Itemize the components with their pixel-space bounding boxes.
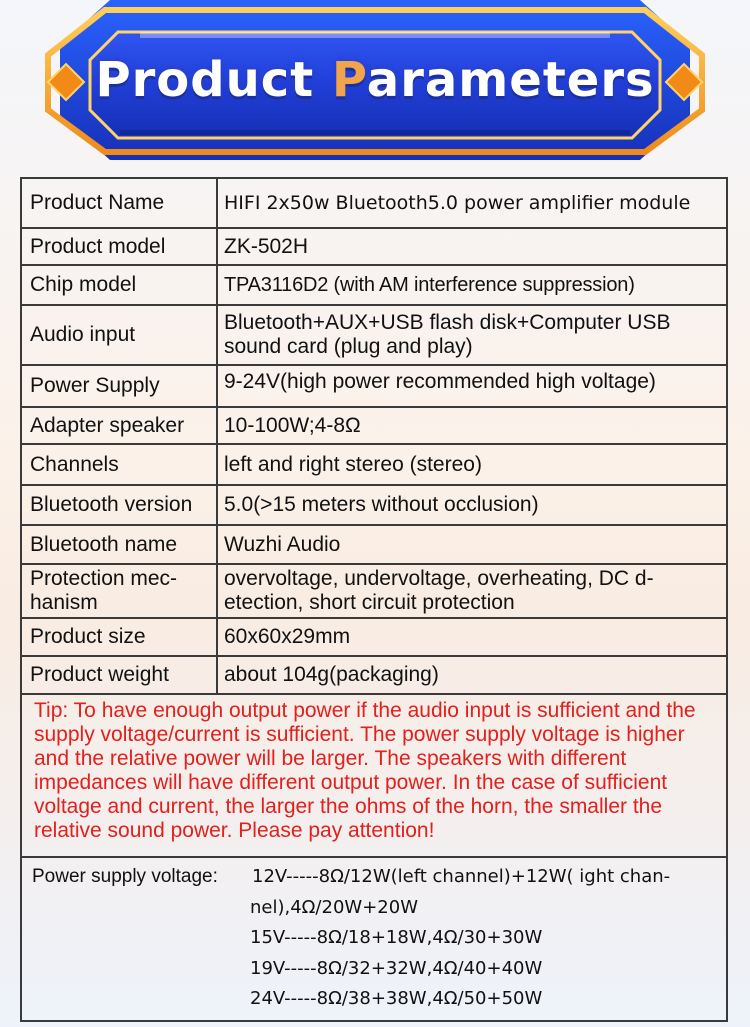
page-title: Product Parameters: [95, 52, 655, 108]
power-supply-voltage: [32, 862, 720, 1015]
spec-label: Protection mec-hanism: [21, 564, 217, 618]
spec-label: Product weight: [21, 656, 217, 694]
spec-value: 10-100W;4-8Ω: [217, 407, 727, 444]
spec-label: Adapter speaker: [21, 407, 217, 444]
spec-value: 9-24V(high power recommended high voltage): [217, 365, 727, 407]
spec-value: HIFI 2x50w Bluetooth5.0 power amplifier module: [217, 178, 727, 228]
spec-label: Product model: [21, 228, 217, 265]
spec-value: about 104g(packaging): [217, 656, 727, 694]
power-voltage-line: 15V-----8Ω/18+18W,4Ω/30+30W: [250, 927, 543, 948]
table-row: [21, 656, 727, 694]
table-row: [21, 444, 727, 485]
spec-value: Wuzhi Audio: [217, 525, 727, 564]
table-row: [21, 178, 727, 228]
table-row: [21, 485, 727, 525]
power-voltage-line: 19V-----8Ω/32+32W,4Ω/40+40W: [250, 957, 543, 979]
spec-label: Product size: [21, 618, 217, 656]
table-row: [21, 525, 727, 564]
spec-label: Bluetooth name: [21, 525, 217, 564]
spec-value: TPA3116D2 (with AM interference suppression): [217, 265, 727, 305]
spec-value: 5.0(>15 meters without occlusion): [217, 485, 727, 525]
power-voltage-line: 12V-----8Ω/12W(left channel)+12W( ight chan-: [252, 866, 671, 887]
spec-value: left and right stereo (stereo): [217, 444, 727, 485]
table-row: [21, 618, 727, 656]
spec-label: Channels: [21, 444, 217, 485]
power-voltage-line: nel),4Ω/20W+20W: [250, 896, 418, 918]
table-row: [21, 305, 727, 365]
table-row: [21, 564, 727, 618]
spec-label: Audio input: [21, 305, 217, 365]
spec-label: Bluetooth version: [21, 485, 217, 525]
tip-row: [21, 694, 727, 857]
spec-value: overvoltage, undervoltage, overheating, DC d-etection, short circuit protection: [217, 564, 727, 618]
spec-value: Bluetooth+AUX+USB flash disk+Computer USB sound card (plug and play): [217, 305, 727, 365]
power-voltage-label: Power supply voltage:: [32, 866, 218, 887]
table-row: [21, 265, 727, 305]
tip-text: Tip: To have enough output power if the audio input is sufficient and the supply voltage/current is sufficient. The power supply voltage is higher and the relative power will be larger. The speakers with different impedances will have different output power. In the case of sufficient voltage and current, the larger the ohms of the horn, the smaller the relative sound power. Please pay attention!: [21, 694, 727, 857]
table-row: [21, 407, 727, 444]
spec-value: 60x60x29mm: [217, 618, 727, 656]
power-voltage-row: [21, 857, 727, 1021]
spec-value: ZK-502H: [217, 228, 727, 265]
table-row: [21, 365, 727, 407]
spec-label: Product Name: [21, 178, 217, 228]
power-voltage-line: 24V-----8Ω/38+38W,4Ω/50+50W: [250, 988, 543, 1009]
title-banner: [0, 0, 750, 170]
spec-label: Power Supply: [21, 365, 217, 407]
table-row: [21, 228, 727, 265]
spec-table: [20, 177, 728, 1022]
spec-label: Chip model: [21, 265, 217, 305]
